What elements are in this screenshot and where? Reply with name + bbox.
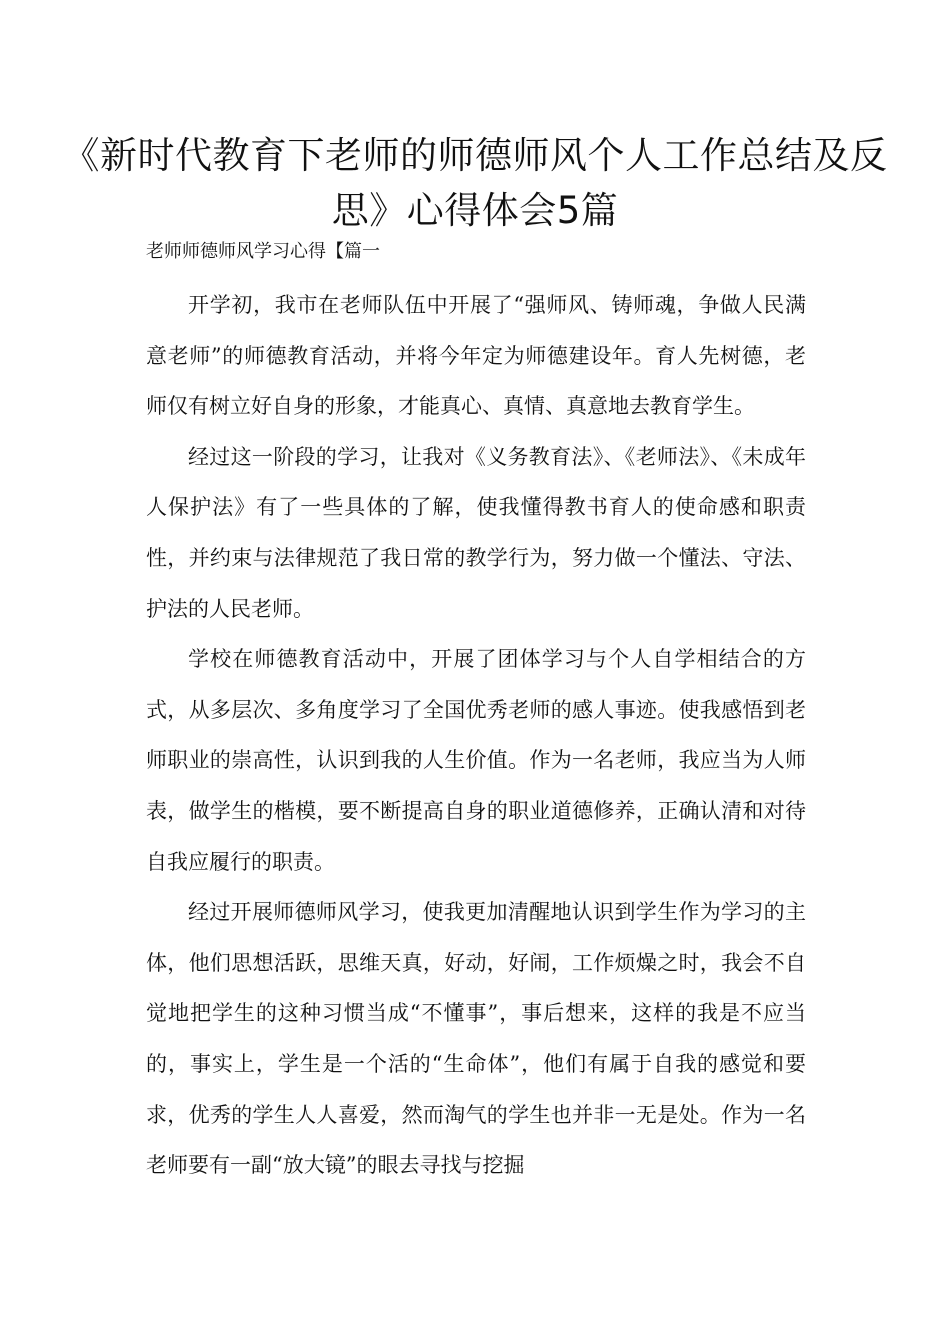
body-paragraph: 开学初，我市在老师队伍中开展了“强师风、铸师魂，争做人民满意老师”的师德教育活动，并将今年定为师德建设年。育人先树德，老师仅有树立好自身的形象，才能真心、真情、真意地去教育学生。 [146,293,806,419]
body-paragraph: 经过这一阶段的学习，让我对《义务教育法》、《老师法》、《未成年人保护法》有了一些具体的了解，使我懂得教书育人的使命感和职责性，并约束与法律规范了我日常的教学行为，努力做一个懂法、守法、护法的人民老师。 [146,444,806,621]
body-paragraph: 经过开展师德师风学习，使我更加清醒地认识到学生作为学习的主体，他们思想活跃，思维天真，好动，好闹，工作烦燥之时，我会不自觉地把学生的这种习惯当成“不懂事”，事后想来，这样的我是不应当的，事实上，学生是一个活的“生命体”，他们有属于自我的感觉和要求，优秀的学生人人喜爱，然而淘气的学生也并非一无是处。作为一名老师要有一副“放大镜”的眼去寻找与挖掘 [146,900,806,1178]
document-title: 《新时代教育下老师的师德师风个人工作总结及反思》心得体会5篇 [62,134,888,232]
section-heading: 老师师德师风学习心得【篇一 [146,241,380,262]
body-paragraph: 学校在师德教育活动中，开展了团体学习与个人自学相结合的方式，从多层次、多角度学习了全国优秀老师的感人事迹。使我感悟到老师职业的崇高性，认识到我的人生价值。作为一名老师，我应当为人师表，做学生的楷模，要不断提高自身的职业道德修养，正确认清和对待自我应履行的职责。 [146,647,806,874]
document-body [146,280,806,1191]
